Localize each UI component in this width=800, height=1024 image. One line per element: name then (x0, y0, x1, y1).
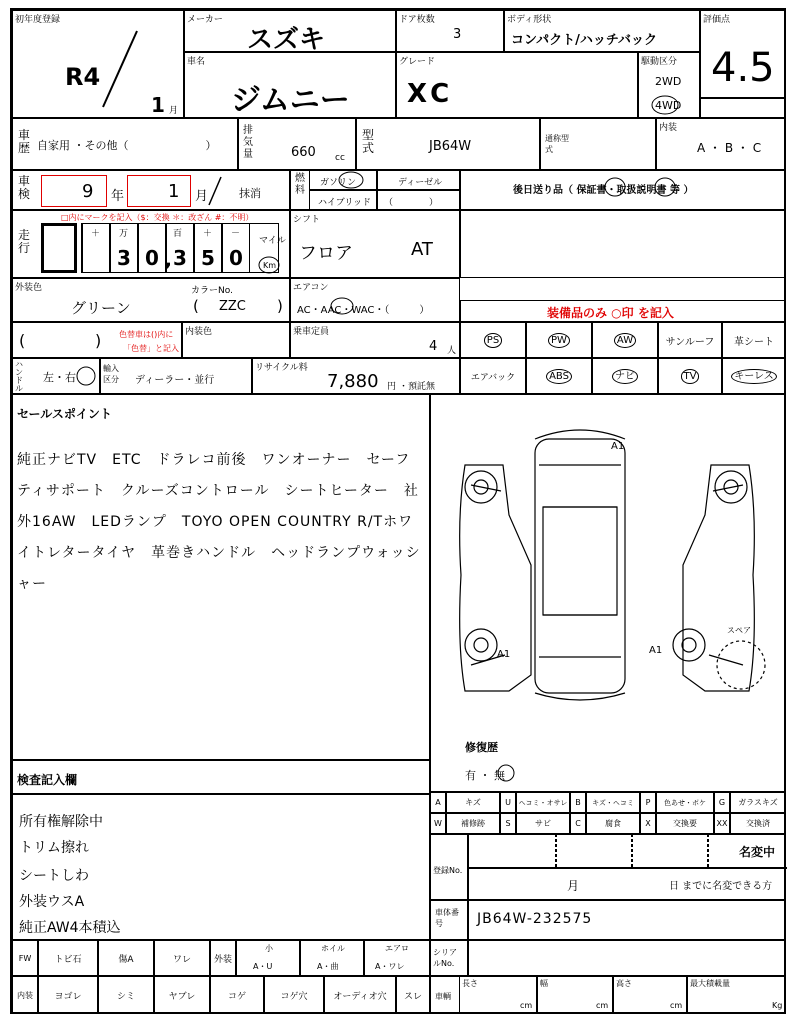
int-item-4: コゲ (210, 976, 264, 1014)
height-cell (613, 976, 687, 1014)
fw-label: FW (12, 940, 38, 976)
equip-pw-label: PW (548, 333, 570, 348)
check-box (12, 760, 430, 940)
aircon-box (290, 278, 460, 322)
inspection-month-unit: 月 (195, 189, 209, 204)
spare-label: スペア (727, 626, 751, 635)
fuel-gas-circle (337, 171, 365, 189)
shift-position: フロア (299, 243, 353, 264)
equip-tv (658, 358, 722, 394)
legend-code-s: S (500, 813, 516, 834)
check-line-4: 外装ウスA (19, 894, 85, 910)
import-box (100, 358, 252, 394)
inspection-year: 9 (82, 181, 94, 202)
name-change-label: 名変中 (739, 845, 776, 859)
model-label: 型式 (361, 128, 374, 155)
body-type-label: ボディ形状 (507, 15, 552, 25)
equip-pw (526, 322, 592, 358)
vin-value: JB64W-232575 (477, 911, 593, 927)
digit-cell-1 (82, 223, 110, 273)
drive-label: 駆動区分 (641, 57, 678, 67)
drive-4wd-circle (650, 94, 680, 116)
fuel-diesel-cell (377, 170, 460, 190)
color-change-note-2: 「色替」と記入 (123, 344, 179, 353)
maker-label: メーカー (187, 15, 223, 25)
legend-code-p: P (640, 792, 656, 813)
first-reg-box (12, 10, 184, 118)
shift-box (290, 210, 460, 278)
inspection-box (12, 170, 290, 210)
legend-name-c: 腐食 (586, 813, 640, 834)
shift-type: AT (411, 239, 433, 260)
width-cell (537, 976, 613, 1014)
maker-box (184, 10, 396, 55)
inspection-month-box (127, 175, 191, 207)
equip-leather (722, 322, 786, 358)
displacement-value: 660 (291, 145, 316, 160)
equip-header: 装備品のみ ○印 を記入 (547, 306, 674, 320)
aero-value: A・ワレ (375, 962, 405, 971)
car-diagram (431, 395, 785, 791)
common-model-box (540, 118, 656, 170)
extra-docs: 後日送り品（ 保証書・取扱説明書 等 ） (513, 185, 694, 196)
equip-leather-label: 革シート (734, 336, 774, 348)
legend-box (430, 792, 786, 834)
score-under-box (700, 98, 786, 118)
roof-panel (543, 507, 617, 615)
legend-name-w: 補修跡 (446, 813, 500, 834)
wheel-rear-left (465, 629, 497, 661)
aac-circle (329, 297, 355, 315)
vin-box (430, 900, 786, 940)
load-unit: Kg (772, 1001, 783, 1010)
fuel-box (290, 170, 460, 210)
repair-label: 修復歴 (465, 741, 498, 754)
rear-curve (535, 693, 625, 700)
interior-grade-value: A ・ B ・ C (697, 141, 762, 155)
fw-item-3: ワレ (154, 940, 210, 976)
legend-name-s: サビ (516, 813, 570, 834)
wheel-label: ホイル (321, 944, 345, 953)
aero-label: エアロ (385, 944, 409, 953)
mileage-digit-1: 3 (117, 246, 131, 270)
length-cell (459, 976, 537, 1014)
grade-value: XC (407, 79, 454, 109)
fuel-other: （ ） (384, 198, 439, 208)
small-label: 小 (265, 944, 273, 953)
recycle-deposit: ・預託無 (399, 382, 436, 392)
fw-item-2: 傷A (98, 940, 154, 976)
legend-code-w: W (430, 813, 446, 834)
legend-code-g: G (714, 792, 730, 813)
length-unit: cm (520, 1001, 533, 1010)
recycle-yen: 円 (387, 382, 397, 392)
small-box (236, 940, 300, 976)
mark-left: A1 (497, 649, 511, 660)
reg-dash-3 (707, 834, 709, 867)
drive-2wd: 2WD (655, 75, 682, 88)
capacity-unit: 人 (447, 346, 457, 356)
vin-label: 車体番号 (435, 908, 459, 928)
body-type-box (504, 10, 700, 52)
legend-code-x: X (640, 813, 656, 834)
digit-cell-2 (110, 223, 138, 273)
mileage-note: □内にマークを記入（$：交換 ＊：改ざん #：不明） (61, 213, 254, 222)
load-cell (687, 976, 786, 1014)
car-name-box (184, 52, 396, 118)
first-reg-label: 初年度登録 (15, 15, 61, 25)
color-no-value: ZZC (219, 299, 246, 314)
width-label: 幅 (540, 979, 548, 988)
color-no-paren-open: ( (193, 297, 199, 315)
serial-divider (467, 940, 469, 976)
fuel-other-cell (377, 190, 460, 210)
score-box (700, 10, 786, 98)
equip-ps-label: PS (484, 333, 502, 348)
displacement-unit: cc (335, 153, 345, 163)
extra-docs-box (460, 170, 786, 210)
legend-code-xx: XX (714, 813, 730, 834)
mileage-digit-4: 5 (201, 246, 215, 270)
equip-airbag (460, 358, 526, 394)
aircon-value: AC・AAC・WAC・（ ） (297, 305, 430, 316)
inspection-month: 1 (168, 181, 180, 202)
length-label: 長さ (462, 979, 478, 988)
height-unit: cm (670, 1001, 683, 1010)
color-no-paren-close: ) (277, 297, 283, 315)
interior-color-box (182, 322, 290, 358)
grade-label: グレード (399, 57, 436, 67)
repair-none-circle (495, 763, 517, 783)
recycle-label: リサイクル料 (255, 363, 308, 373)
repair-value: 有 ・ 無 (465, 769, 505, 782)
first-reg-month: 1 (151, 93, 165, 117)
digit-cell-4 (166, 223, 194, 273)
check-line-3: シートしわ (19, 868, 89, 884)
fw-item-1: トビ石 (38, 940, 98, 976)
history-box (12, 118, 238, 170)
digit-cell-6 (222, 223, 250, 273)
aero-box (364, 940, 430, 976)
handle-box (12, 358, 100, 394)
reg-no-label: 登録No. (433, 866, 463, 875)
mark-right: A1 (649, 645, 663, 656)
maker-value: スズキ (247, 25, 326, 55)
unit-man: 万 (119, 229, 129, 239)
sales-title: セールスポイント (17, 407, 112, 421)
doors-label: ドア枚数 (399, 15, 435, 25)
docs-space-box (460, 210, 786, 278)
ext-color-box (12, 278, 290, 322)
serial-label: シリアルNo. (433, 948, 457, 968)
check-title: 検査記入欄 (17, 773, 78, 787)
wheel-box (300, 940, 364, 976)
import-label: 輸入区分 (103, 364, 119, 384)
right-side-view (683, 465, 754, 691)
reg-divider-h (467, 867, 787, 869)
equip-sunroof-label: サンルーフ (665, 336, 715, 348)
equip-abs (526, 358, 592, 394)
date-slash (99, 29, 139, 109)
height-label: 高さ (616, 979, 632, 988)
small-value: A・U (253, 962, 273, 971)
doors-box (396, 10, 504, 52)
car-name-value: ジムニー (231, 83, 350, 118)
import-value: ディーラー・並行 (135, 375, 215, 386)
plus-sign: ＋ (91, 229, 101, 239)
digit-cell-5 (194, 223, 222, 273)
history-value: 自家用 ・その他（ ） (37, 139, 217, 152)
int-item-3: ヤブレ (154, 976, 210, 1014)
vin-divider (467, 900, 469, 940)
int-label: 内装 (12, 976, 38, 1014)
warranty-circle (603, 177, 627, 197)
mile-label: マイル (259, 236, 286, 246)
inspection-year-unit: 年 (111, 189, 125, 204)
equip-aw-label: AW (614, 333, 636, 348)
sales-text: 純正ナビTV ETC ドラレコ前後 ワンオーナー セーフティサポート クルーズコントロール シートヒーター 社外16AW LEDランプ TOYO OPEN COUNTRY R/Tホワイトレタータイヤ 革巻きハンドル ヘッドランプウォッシャー (17, 452, 421, 592)
legend-code-a: A (430, 792, 446, 813)
equip-header-box (460, 300, 786, 322)
size-box (430, 976, 786, 1014)
load-label: 最大積載量 (690, 979, 730, 988)
serial-box (430, 940, 786, 976)
check-line-2: トリム擦れ (19, 840, 89, 856)
km-circle (257, 255, 281, 275)
recycle-value: 7,880 (327, 371, 379, 392)
first-reg-month-unit: 月 (169, 106, 179, 116)
int-item-5: コゲ穴 (264, 976, 324, 1014)
mark-top: A1 (611, 441, 625, 452)
int-item-2: シミ (98, 976, 154, 1014)
right-side-lines (709, 485, 743, 665)
legend-name-g: ガラスキズ (730, 792, 786, 813)
km-label: Km (263, 261, 277, 270)
recycle-box (252, 358, 460, 394)
equip-ps (460, 322, 526, 358)
auction-sheet (10, 8, 786, 1014)
ext-color-value: グリーン (71, 299, 131, 317)
inspection-label: 車検 (17, 174, 30, 201)
color-change-box (12, 322, 182, 358)
color-change-paren-close: ) (95, 331, 102, 350)
sales-box (12, 394, 430, 760)
wheel-rear-right (673, 629, 705, 661)
fuel-gasoline: ガソリン (320, 178, 357, 188)
unit-hyaku: 百 (173, 229, 183, 239)
wheel-value: A・曲 (317, 962, 339, 971)
model-value: JB64W (429, 139, 472, 154)
legend-name-xx: 交換済 (730, 813, 786, 834)
thousands-comma: , (165, 250, 172, 271)
manual-circle (653, 177, 677, 197)
diagram-box (430, 394, 786, 792)
handle-value: 左・右 (43, 371, 76, 384)
check-divider (12, 793, 430, 795)
minus-sign: － (231, 229, 241, 239)
handle-right-circle (75, 365, 97, 387)
equip-airbag-label: エアバック (470, 372, 516, 383)
capacity-label: 乗車定員 (293, 327, 330, 337)
mileage-digit-2: 0 (145, 246, 159, 270)
mileage-digit-3: 3 (173, 246, 187, 270)
legend-code-u: U (500, 792, 516, 813)
inspection-slash (205, 175, 225, 207)
legend-code-b: B (570, 792, 586, 813)
capacity-value: 4 (429, 339, 438, 354)
equip-sunroof (658, 322, 722, 358)
roof-lines (539, 465, 621, 657)
reg-day-text: 日 までに名変できる方 (669, 881, 773, 892)
color-change-note-1: 色替車は()内に (119, 330, 174, 339)
handle-label: ハンドル (15, 360, 23, 393)
int-item-7: スレ (396, 976, 430, 1014)
legend-name-x: 交換要 (656, 813, 714, 834)
reg-dash-1 (555, 834, 557, 867)
fuel-label: 燃料 (295, 173, 305, 196)
deleted-label: 抹消 (239, 187, 261, 200)
digit-cell-3 (138, 223, 172, 273)
interior-grade-box (656, 118, 786, 170)
score-label: 評価点 (703, 15, 731, 25)
shift-label: シフト (293, 215, 321, 225)
reg-dash-2 (631, 834, 633, 867)
equip-keyless (722, 358, 786, 394)
legend-name-b: キズ・ヘコミ (586, 792, 640, 813)
common-model-label: 通称型式 (545, 134, 569, 154)
aircon-label: エアコン (293, 283, 329, 293)
equip-keyless-label: キーレス (731, 369, 777, 384)
capacity-box (290, 322, 460, 358)
legend-name-a: キズ (446, 792, 500, 813)
color-change-paren-open: ( (19, 331, 26, 350)
fuel-hybrid-cell (309, 190, 377, 210)
check-line-5: 純正AW4本積込 (19, 920, 121, 936)
equip-tv-label: TV (681, 369, 700, 384)
legend-name-u: ヘコミ・オサレ (516, 792, 570, 813)
displacement-label: 排気量 (243, 125, 253, 160)
fuel-diesel: ディーゼル (398, 178, 443, 188)
drive-4wd: 4WD (655, 99, 682, 112)
displacement-box (238, 118, 356, 170)
width-unit: cm (596, 1001, 609, 1010)
mileage-label: 走行 (17, 228, 30, 255)
left-side-lines (471, 485, 505, 665)
size-label: 車輌 (435, 992, 451, 1001)
history-label: 車歴 (17, 128, 30, 155)
inspection-year-box (41, 175, 107, 207)
int-item-6: オーディオ穴 (324, 976, 396, 1014)
mileage-mark-box (41, 223, 77, 273)
model-box (356, 118, 540, 170)
ext-label: 外装 (210, 940, 236, 976)
legend-name-p: 色あせ・ボケ (656, 792, 714, 813)
interior-color-label: 内装色 (185, 327, 213, 337)
mileage-box (12, 210, 290, 278)
int-item-1: ヨゴレ (38, 976, 98, 1014)
equip-aw (592, 322, 658, 358)
grade-box (396, 52, 638, 118)
interior-label: 内装 (659, 123, 678, 133)
registration-box (430, 834, 786, 900)
top-view-body (535, 439, 625, 693)
color-no-label: カラーNo. (191, 286, 233, 296)
equip-abs-label: ABS (546, 369, 572, 384)
check-line-1: 所有権解除中 (19, 814, 103, 830)
hood-curve (535, 430, 625, 439)
score-value: 4.5 (711, 45, 775, 91)
doors-value: 3 (453, 27, 462, 42)
plus-sign-2: ＋ (203, 229, 213, 239)
ext-color-label: 外装色 (15, 283, 43, 293)
equip-navi-label: ナビ (612, 369, 638, 384)
first-reg-era: R4 (65, 63, 101, 91)
mileage-digits (81, 223, 279, 273)
fuel-hybrid: ハイブリッド (318, 198, 372, 208)
mileage-digit-5: 0 (229, 246, 243, 270)
legend-code-c: C (570, 813, 586, 834)
car-name-label: 車名 (187, 57, 206, 67)
equip-navi (592, 358, 658, 394)
body-type-value: コンパクト/ハッチバック (511, 33, 658, 48)
reg-month-unit: 月 (567, 879, 580, 893)
